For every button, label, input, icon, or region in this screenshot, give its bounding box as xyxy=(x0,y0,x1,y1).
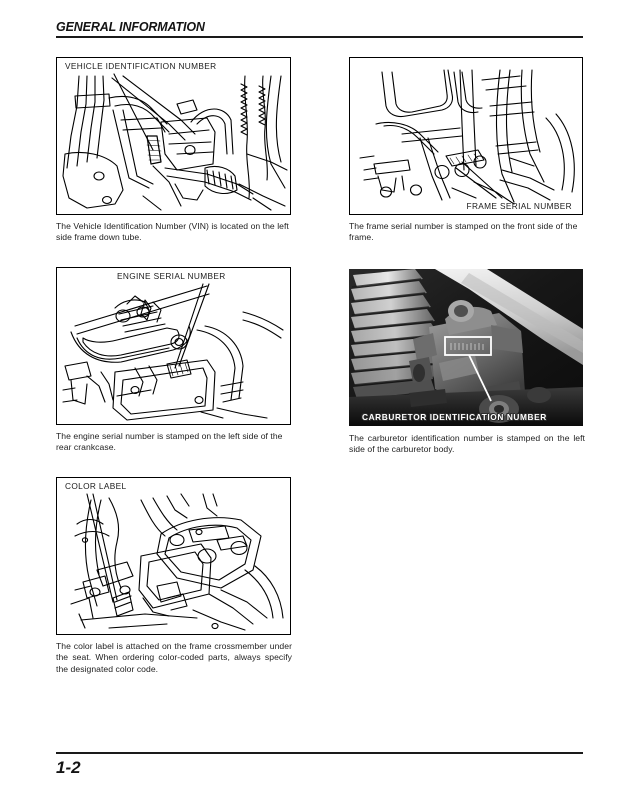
figure-carburetor-id xyxy=(349,269,585,455)
figure-caption-color-label: The color label is attached on the frame crossmember under the seat. When ordering color-coded parts, always specify the designated color code. xyxy=(56,641,292,674)
figure-frame-serial xyxy=(349,57,583,243)
color-label-line-drawing xyxy=(57,478,290,634)
carburetor-photo-content xyxy=(349,269,583,426)
figure-label-engine-serial: ENGINE SERIAL NUMBER xyxy=(117,271,226,281)
page-footer xyxy=(56,752,583,778)
illustration-frame-serial xyxy=(349,57,583,215)
page-number: 1-2 xyxy=(56,758,81,777)
figure-label-vin: VEHICLE IDENTIFICATION NUMBER xyxy=(65,61,217,71)
figure-label-carburetor-id: CARBURETOR IDENTIFICATION NUMBER xyxy=(362,412,547,422)
figure-engine-serial xyxy=(56,267,291,453)
vin-line-drawing xyxy=(57,58,290,214)
figure-caption-frame-serial: The frame serial number is stamped on the front side of the frame. xyxy=(349,221,578,243)
page-title: GENERAL INFORMATION xyxy=(56,20,205,34)
footer-rule xyxy=(56,752,583,754)
header-rule xyxy=(56,36,583,38)
figure-label-frame-serial: FRAME SERIAL NUMBER xyxy=(466,201,572,211)
frame-serial-line-drawing xyxy=(350,58,582,214)
illustration-color-label xyxy=(56,477,291,635)
figure-label-color-label: COLOR LABEL xyxy=(65,481,127,491)
figure-color-label xyxy=(56,477,292,674)
figure-caption-vin: The Vehicle Identification Number (VIN) is located on the left side frame down tube. xyxy=(56,221,289,243)
page-header xyxy=(56,20,583,38)
engine-serial-line-drawing xyxy=(57,268,290,424)
illustration-engine-serial xyxy=(56,267,291,425)
figure-caption-carburetor-id: The carburetor identification number is stamped on the left side of the carburetor body. xyxy=(349,433,585,455)
figure-vin xyxy=(56,57,291,243)
illustration-vin xyxy=(56,57,291,215)
photograph-carburetor-id xyxy=(349,269,583,426)
figure-caption-engine-serial: The engine serial number is stamped on the left side of the rear crankcase. xyxy=(56,431,283,453)
